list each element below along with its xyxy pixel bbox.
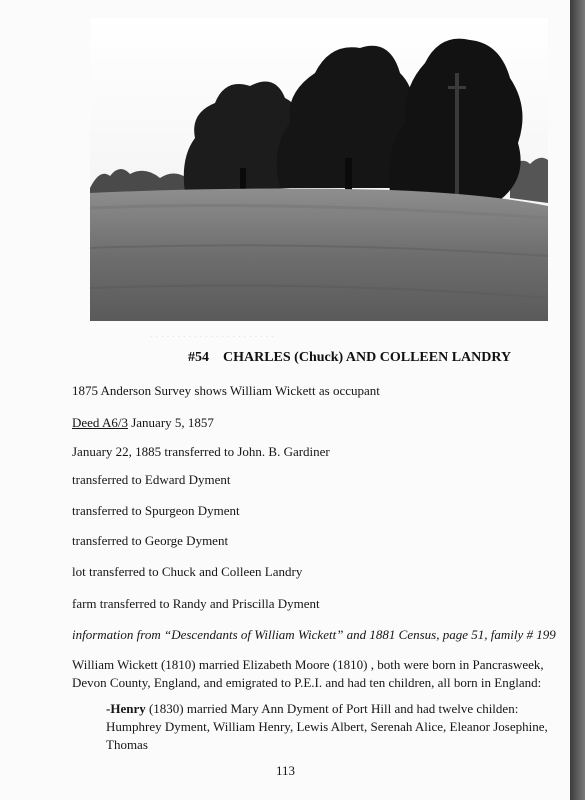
henry-text: (1830) married Mary Ann Dyment of Port Hill and had twelve childen: Humphrey Dyment, William Henry, Lewis Albert, Serenah Alice, Eleanor Josephine, Thomas: [106, 701, 548, 752]
page-number: 113: [276, 763, 296, 778]
transfer-randy-line: farm transferred to Randy and Priscilla Dyment: [72, 596, 320, 611]
entry-number: #54: [188, 350, 209, 365]
deed-line: [72, 415, 214, 431]
farm-photograph: [90, 18, 548, 321]
transfer-edward-line: transferred to Edward Dyment: [72, 472, 231, 487]
deed-reference: Deed A6/3: [72, 415, 128, 430]
survey-line: 1875 Anderson Survey shows William Wickett as occupant: [72, 383, 380, 398]
transfer-george-line: transferred to George Dyment: [72, 533, 229, 548]
transfer-spurgeon-line: transferred to Spurgeon Dyment: [72, 503, 240, 518]
transfer-gardiner-line: January 22, 1885 transferred to John. B. Gardiner: [72, 444, 330, 459]
henry-paragraph: [106, 700, 566, 754]
entry-title: CHARLES (Chuck) AND COLLEEN LANDRY: [223, 350, 512, 365]
bleed-through-text: . . . . . . . . . . . . . . . . . . . . . . .: [150, 328, 274, 340]
source-note: information from “Descendants of William Wickett” and 1881 Census, page 51, family # 199: [72, 627, 556, 642]
scan-edge-shadow: [570, 0, 585, 800]
william-wickett-paragraph: William Wickett (1810) married Elizabeth Moore (1810) , both were born in Pancrasweek, Devon County, England, and emigrated to P.E.I. and had ten children, all born in England:: [72, 657, 544, 690]
transfer-landry-line: lot transferred to Chuck and Colleen Landry: [72, 564, 303, 579]
deed-date: January 5, 1857: [131, 415, 214, 430]
henry-name: -Henry: [106, 701, 146, 716]
section-heading: [188, 350, 511, 366]
farm-field-trees-image: [90, 18, 548, 321]
